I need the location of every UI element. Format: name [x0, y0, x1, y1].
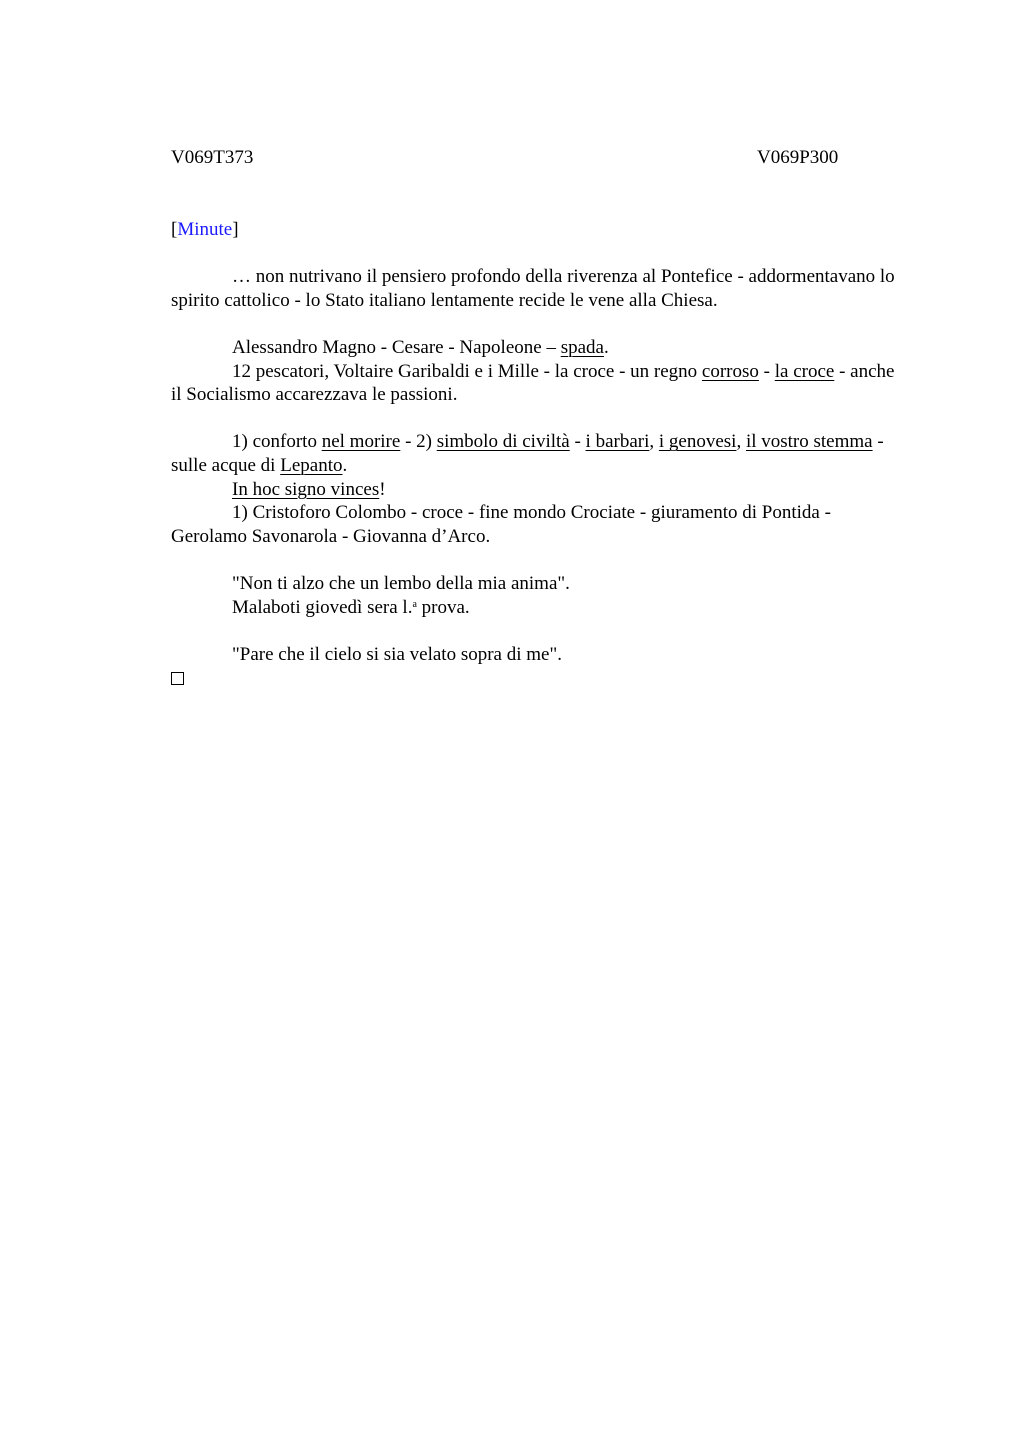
- paragraph-9: "Pare che il cielo si sia velato sopra di me".: [232, 643, 562, 665]
- section-label: [Minute]: [171, 219, 239, 240]
- paragraph-2: Alessandro Magno - Cesare - Napoleone – spada.: [232, 336, 609, 358]
- minute-link[interactable]: Minute: [177, 219, 233, 240]
- paragraph-5: In hoc signo vinces!: [232, 478, 386, 500]
- paragraph-7: "Non ti alzo che un lembo della mia anima".: [232, 572, 570, 594]
- document-code-left: V069T373: [171, 147, 254, 168]
- paragraph-1: … non nutrivano il pensiero profondo della riverenza al Pontefice - addormentavano lo spirito cattolico - lo Stato italiano lentamente recide le vene alla Chiesa.: [171, 266, 895, 311]
- document-body: [171, 218, 907, 692]
- document-code-right: V069P300: [757, 147, 839, 168]
- paragraph-8: Malaboti giovedì sera l.$^a$ prova.: [232, 596, 470, 618]
- paragraph-4: 1) conforto nel morire - 2) simbolo di civiltà - i barbari, i genovesi, il vostro stemma - sulle acque di Lepanto.: [171, 431, 884, 476]
- square-icon: [171, 672, 184, 685]
- paragraph-3: 12 pescatori, Voltaire Garibaldi e i Mille - la croce - un regno corroso - la croce - anche il Socialismo accarezzava le passioni.: [171, 360, 895, 406]
- end-marker: [171, 666, 907, 692]
- paragraph-6: 1) Cristoforo Colombo - croce - fine mondo Crociate - giuramento di Pontida - Gerolamo Savonarola - Giovanna d’Arco.: [171, 502, 831, 547]
